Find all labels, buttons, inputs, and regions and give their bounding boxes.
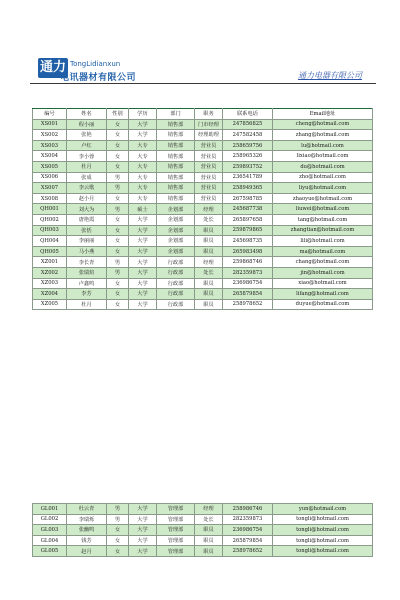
- cell-phone: 258659756: [223, 140, 273, 151]
- cell-education: 大专: [129, 161, 157, 172]
- cell-phone: 265879854: [223, 289, 273, 300]
- cell-name: 卢红: [67, 140, 107, 151]
- cell-department: 管理部: [157, 535, 195, 546]
- cell-name: 杜月: [67, 161, 107, 172]
- cell-department: 管理部: [157, 514, 195, 525]
- cell-education: 大专: [129, 183, 157, 194]
- cell-name: 张成: [67, 172, 107, 183]
- cell-education: 大学: [129, 119, 157, 130]
- table-row: [33, 514, 373, 525]
- cell-phone: 258965326: [223, 151, 273, 162]
- table-row: [33, 140, 373, 151]
- cell-email: lifang@hotmail.com: [273, 289, 373, 300]
- cell-email: xiao@hotmail.com: [273, 278, 373, 289]
- table-header-row: [33, 109, 373, 120]
- cell-gender: 男: [107, 514, 129, 525]
- col-header-email: Email地址: [273, 109, 373, 120]
- cell-phone: 258949365: [223, 183, 273, 194]
- cell-position: 经理: [195, 504, 223, 515]
- cell-phone: 258978652: [223, 546, 273, 557]
- cell-email: zhangtian@hotmail.com: [273, 225, 373, 236]
- cell-phone: 259879865: [223, 225, 273, 236]
- cell-name: 赵月: [67, 546, 107, 557]
- cell-position: 经理: [195, 257, 223, 268]
- cell-name: 张幽鸣: [67, 525, 107, 536]
- cell-email: lili@hotmail.com: [273, 236, 373, 247]
- cell-name: 杜月: [67, 299, 107, 310]
- col-header-gender: 性别: [107, 109, 129, 120]
- cell-position: 职员: [195, 535, 223, 546]
- table-row: [33, 193, 373, 204]
- cell-education: 大学: [129, 514, 157, 525]
- cell-id: QH004: [33, 236, 67, 247]
- table-row: [33, 525, 373, 536]
- cell-gender: 女: [107, 299, 129, 310]
- cell-position: 经理助理: [195, 130, 223, 141]
- cell-department: 行政部: [157, 267, 195, 278]
- cell-position: 职员: [195, 246, 223, 257]
- header-divider: [30, 83, 376, 84]
- cell-education: 大专: [129, 193, 157, 204]
- cell-position: 营业员: [195, 151, 223, 162]
- cell-department: 销售部: [157, 151, 195, 162]
- cell-department: 行政部: [157, 299, 195, 310]
- cell-gender: 女: [107, 119, 129, 130]
- cell-department: 企划部: [157, 225, 195, 236]
- cell-education: 大学: [129, 278, 157, 289]
- cell-gender: 女: [107, 525, 129, 536]
- cell-department: 企划部: [157, 204, 195, 215]
- col-header-position: 职务: [195, 109, 223, 120]
- cell-id: XZ004: [33, 289, 67, 300]
- cell-department: 销售部: [157, 119, 195, 130]
- cell-education: 大学: [129, 225, 157, 236]
- employee-table-continued: [32, 503, 373, 557]
- table-row: [33, 546, 373, 557]
- cell-name: 唐艳霞: [67, 214, 107, 225]
- cell-position: 处长: [195, 214, 223, 225]
- cell-email: liuwei@hotmail.com: [273, 204, 373, 215]
- cell-id: QH002: [33, 214, 67, 225]
- cell-phone: 236541789: [223, 172, 273, 183]
- cell-education: 大学: [129, 525, 157, 536]
- cell-department: 管理部: [157, 546, 195, 557]
- cell-phone: 247582458: [223, 130, 273, 141]
- cell-position: 职员: [195, 546, 223, 557]
- cell-position: 营业员: [195, 140, 223, 151]
- cell-education: 大专: [129, 151, 157, 162]
- cell-position: 处长: [195, 267, 223, 278]
- cell-name: 李丽丽: [67, 236, 107, 247]
- cell-education: 大学: [129, 257, 157, 268]
- cell-position: 营业员: [195, 161, 223, 172]
- cell-gender: 女: [107, 130, 129, 141]
- cell-gender: 男: [107, 172, 129, 183]
- cell-gender: 女: [107, 246, 129, 257]
- cell-email: tang@hotmail.com: [273, 214, 373, 225]
- cell-name: 杜云青: [67, 504, 107, 515]
- cell-department: 销售部: [157, 130, 195, 141]
- cell-id: GL001: [33, 504, 67, 515]
- cell-position: 经理: [195, 204, 223, 215]
- cell-id: XS008: [33, 193, 67, 204]
- cell-position: 处长: [195, 514, 223, 525]
- cell-department: 行政部: [157, 289, 195, 300]
- cell-id: XZ005: [33, 299, 67, 310]
- company-name-link[interactable]: 通力电器有限公司: [298, 71, 362, 80]
- cell-gender: 女: [107, 225, 129, 236]
- cell-position: 职员: [195, 525, 223, 536]
- cell-id: GL003: [33, 525, 67, 536]
- cell-name: 刘大为: [67, 204, 107, 215]
- cell-id: QH005: [33, 246, 67, 257]
- cell-education: 大学: [129, 130, 157, 141]
- cell-email: zhaoyue@hotmail.com: [273, 193, 373, 204]
- cell-id: XZ003: [33, 278, 67, 289]
- cell-email: tongli@hotmail.com: [273, 535, 373, 546]
- cell-id: XS005: [33, 161, 67, 172]
- cell-email: duyue@hotmail.com: [273, 299, 373, 310]
- cell-email: liyu@hotmail.com: [273, 183, 373, 194]
- cell-position: 职员: [195, 299, 223, 310]
- cell-gender: 女: [107, 236, 129, 247]
- cell-department: 管理部: [157, 525, 195, 536]
- cell-gender: 男: [107, 257, 129, 268]
- cell-phone: 282359873: [223, 514, 273, 525]
- cell-phone: 267598785: [223, 193, 273, 204]
- cell-name: 李云歌: [67, 183, 107, 194]
- cell-email: zhang@hotmail.com: [273, 130, 373, 141]
- cell-id: GL005: [33, 546, 67, 557]
- cell-gender: 男: [107, 204, 129, 215]
- cell-name: 张艳: [67, 130, 107, 141]
- cell-education: 大学: [129, 236, 157, 247]
- table-row: [33, 119, 373, 130]
- cell-phone: 236986754: [223, 278, 273, 289]
- cell-position: 职员: [195, 236, 223, 247]
- cell-name: 李长青: [67, 257, 107, 268]
- table-row: [33, 161, 373, 172]
- col-header-department: 部门: [157, 109, 195, 120]
- cell-phone: 236986754: [223, 525, 273, 536]
- table-row: [33, 214, 373, 225]
- col-header-phone: 联系电话: [223, 109, 273, 120]
- cell-education: 硕士: [129, 204, 157, 215]
- cell-phone: 259868746: [223, 257, 273, 268]
- cell-name: 钱芳: [67, 535, 107, 546]
- table-row: [33, 204, 373, 215]
- table-row: [33, 289, 373, 300]
- cell-department: 行政部: [157, 257, 195, 268]
- cell-name: 赵小月: [67, 193, 107, 204]
- col-header-education: 学历: [129, 109, 157, 120]
- cell-education: 大学: [129, 267, 157, 278]
- logo-chinese-name: 电讯器材有限公司: [60, 73, 137, 83]
- cell-gender: 女: [107, 289, 129, 300]
- cell-department: 企划部: [157, 246, 195, 257]
- table-row: [33, 183, 373, 194]
- cell-education: 大学: [129, 535, 157, 546]
- cell-id: GL002: [33, 514, 67, 525]
- cell-phone: 258986746: [223, 504, 273, 515]
- letterhead: [0, 0, 400, 95]
- cell-name: 马小燕: [67, 246, 107, 257]
- table-row: [33, 278, 373, 289]
- table-row: [33, 236, 373, 247]
- table-row: [33, 225, 373, 236]
- cell-department: 销售部: [157, 140, 195, 151]
- cell-gender: 男: [107, 267, 129, 278]
- cell-id: QH003: [33, 225, 67, 236]
- cell-email: tongli@hotmail.com: [273, 546, 373, 557]
- cell-id: XZ002: [33, 267, 67, 278]
- cell-department: 管理部: [157, 504, 195, 515]
- cell-phone: 258978652: [223, 299, 273, 310]
- table-row: [33, 151, 373, 162]
- cell-gender: 男: [107, 504, 129, 515]
- cell-education: 大学: [129, 246, 157, 257]
- cell-department: 企划部: [157, 236, 195, 247]
- table-row: [33, 504, 373, 515]
- cell-position: 职员: [195, 278, 223, 289]
- cell-department: 销售部: [157, 172, 195, 183]
- cell-phone: 245698735: [223, 236, 273, 247]
- cell-name: 张恬: [67, 225, 107, 236]
- cell-email: zho@hotmail.com: [273, 172, 373, 183]
- table-row: [33, 246, 373, 257]
- table-row: [33, 257, 373, 268]
- cell-id: XS003: [33, 140, 67, 151]
- cell-education: 大学: [129, 504, 157, 515]
- cell-id: XS002: [33, 130, 67, 141]
- cell-position: 营业员: [195, 193, 223, 204]
- cell-id: XS004: [33, 151, 67, 162]
- col-header-name: 姓名: [67, 109, 107, 120]
- cell-phone: 247856825: [223, 119, 273, 130]
- cell-email: jin@hotmail.com: [273, 267, 373, 278]
- cell-phone: 265897658: [223, 214, 273, 225]
- cell-gender: 女: [107, 278, 129, 289]
- cell-position: 门市经理: [195, 119, 223, 130]
- cell-position: 营业员: [195, 183, 223, 194]
- cell-name: 卢鑫鸣: [67, 278, 107, 289]
- cell-position: 职员: [195, 289, 223, 300]
- cell-name: 张瑞煊: [67, 267, 107, 278]
- cell-gender: 女: [107, 193, 129, 204]
- cell-name: 李瑞烁: [67, 514, 107, 525]
- cell-email: yun@hotmail.com: [273, 504, 373, 515]
- cell-gender: 女: [107, 151, 129, 162]
- cell-name: 李芳: [67, 289, 107, 300]
- table-row: [33, 299, 373, 310]
- employee-table: [32, 108, 373, 310]
- cell-phone: 245687738: [223, 204, 273, 215]
- cell-department: 销售部: [157, 193, 195, 204]
- cell-phone: 265879854: [223, 535, 273, 546]
- cell-department: 行政部: [157, 278, 195, 289]
- table-row: [33, 535, 373, 546]
- cell-email: tongli@hotmail.com: [273, 514, 373, 525]
- cell-gender: 男: [107, 183, 129, 194]
- cell-education: 大学: [129, 214, 157, 225]
- cell-id: GL004: [33, 535, 67, 546]
- cell-department: 企划部: [157, 214, 195, 225]
- cell-gender: 女: [107, 214, 129, 225]
- col-header-id: 编号: [33, 109, 67, 120]
- logo-english-name: TongLidianxun: [70, 60, 121, 68]
- cell-education: 大学: [129, 546, 157, 557]
- cell-email: chang@hotmail.com: [273, 257, 373, 268]
- cell-phone: 259893752: [223, 161, 273, 172]
- cell-gender: 女: [107, 535, 129, 546]
- cell-email: lu@hotmail.com: [273, 140, 373, 151]
- table-row: [33, 172, 373, 183]
- table-row: [33, 267, 373, 278]
- cell-id: XZ001: [33, 257, 67, 268]
- cell-position: 职员: [195, 225, 223, 236]
- cell-education: 大专: [129, 172, 157, 183]
- cell-email: cheng@hotmail.com: [273, 119, 373, 130]
- cell-id: XS001: [33, 119, 67, 130]
- cell-education: 大专: [129, 140, 157, 151]
- cell-department: 销售部: [157, 183, 195, 194]
- cell-id: XS006: [33, 172, 67, 183]
- cell-phone: 282359873: [223, 267, 273, 278]
- company-logo: 通力: [38, 58, 68, 78]
- cell-email: tongli@hotmail.com: [273, 525, 373, 536]
- cell-education: 大学: [129, 289, 157, 300]
- cell-department: 销售部: [157, 161, 195, 172]
- table-row: [33, 130, 373, 141]
- cell-name: 程小丽: [67, 119, 107, 130]
- cell-id: QH001: [33, 204, 67, 215]
- cell-education: 大学: [129, 299, 157, 310]
- cell-gender: 女: [107, 161, 129, 172]
- cell-phone: 265983498: [223, 246, 273, 257]
- cell-gender: 女: [107, 140, 129, 151]
- cell-id: XS007: [33, 183, 67, 194]
- cell-name: 李小蓉: [67, 151, 107, 162]
- cell-gender: 女: [107, 546, 129, 557]
- cell-email: du@hotmail.com: [273, 161, 373, 172]
- cell-position: 营业员: [195, 172, 223, 183]
- cell-email: lixiao@hotmail.com: [273, 151, 373, 162]
- cell-email: ma@hotmail.com: [273, 246, 373, 257]
